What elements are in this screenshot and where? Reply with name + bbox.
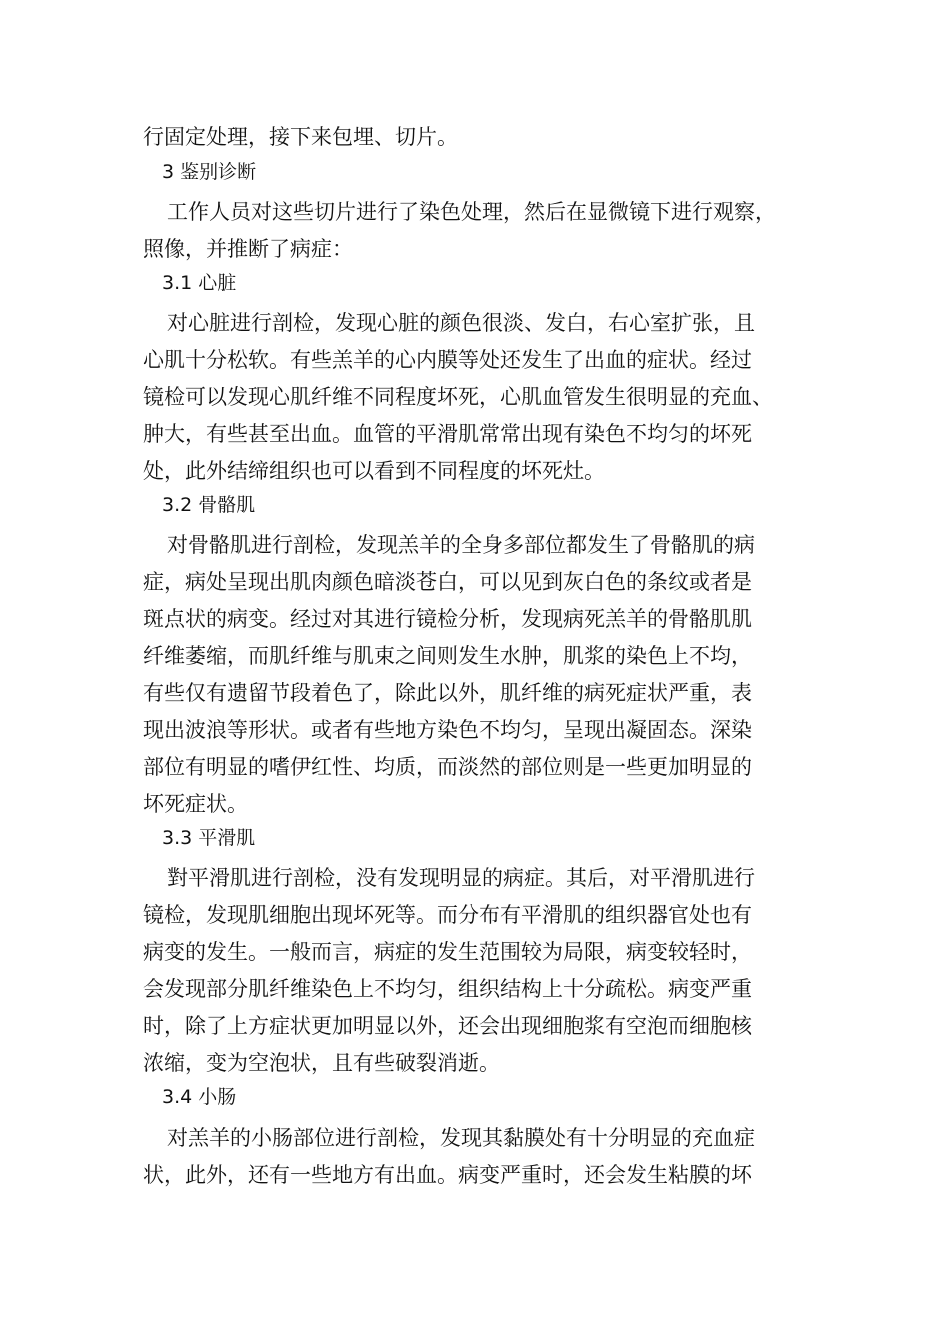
- text-line: 肿大，有些甚至出血。血管的平滑肌常常出现有染色不均匀的坏死: [143, 422, 752, 446]
- text-line: 对心脏进行剖检，发现心脏的颜色很淡、发白，右心室扩张，且: [167, 311, 755, 335]
- section-3-2-heading: 3.2 骨骼肌: [162, 494, 256, 516]
- text-line: 斑点状的病变。经过对其进行镜检分析，发现病死羔羊的骨骼肌肌: [143, 607, 752, 631]
- text-line: 镜检可以发现心肌纤维不同程度坏死，心肌血管发生很明显的充血、: [143, 385, 773, 409]
- section-3-1-heading: 3.1 心脏: [162, 272, 237, 294]
- section-3-3-paragraph: [143, 860, 823, 1082]
- section-3-4-heading: 3.4 小肠: [162, 1086, 237, 1108]
- text-line: 会发现部分肌纤维染色上不均匀，组织结构上十分疏松。病变严重: [143, 977, 752, 1001]
- section-3-paragraph: [143, 194, 823, 268]
- section-3-heading: 3 鉴别诊断: [162, 161, 257, 183]
- text-line: 行固定处理，接下来包埋、切片。: [143, 125, 458, 149]
- text-line: 照像，并推断了病症：: [143, 237, 353, 261]
- section-3-1-paragraph: [143, 305, 823, 490]
- section-3-2-paragraph: [143, 527, 823, 823]
- text-line: 镜检，发现肌细胞出现坏死等。而分布有平滑肌的组织器官处也有: [143, 903, 752, 927]
- text-line: 心肌十分松软。有些羔羊的心内膜等处还发生了出血的症状。经过: [143, 348, 752, 372]
- section-3-4-paragraph: [143, 1120, 823, 1194]
- text-line: 工作人员对这些切片进行了染色处理，然后在显微镜下进行观察，: [167, 200, 776, 224]
- text-line: 病变的发生。一般而言，病症的发生范围较为局限，病变较轻时，: [143, 940, 752, 964]
- text-line: 症，病处呈现出肌肉颜色暗淡苍白，可以见到灰白色的条纹或者是: [143, 570, 752, 594]
- text-line: 状，此外，还有一些地方有出血。病变严重时，还会发生粘膜的坏: [143, 1163, 752, 1187]
- section-3-3-heading: 3.3 平滑肌: [162, 827, 256, 849]
- text-line: 现出波浪等形状。或者有些地方染色不均匀，呈现出凝固态。深染: [143, 718, 752, 742]
- text-line: 浓缩，变为空泡状，且有些破裂消逝。: [143, 1051, 500, 1075]
- text-line: 有些仅有遗留节段着色了，除此以外，肌纤维的病死症状严重，表: [143, 681, 752, 705]
- text-line: 纤维萎缩，而肌纤维与肌束之间则发生水肿，肌浆的染色上不均，: [143, 644, 752, 668]
- text-line: 坏死症状。: [143, 792, 248, 816]
- intro-paragraph: [143, 119, 823, 156]
- text-line: 对羔羊的小肠部位进行剖检，发现其黏膜处有十分明显的充血症: [167, 1126, 755, 1150]
- text-line: 时，除了上方症状更加明显以外，还会出现细胞浆有空泡而细胞核: [143, 1014, 752, 1038]
- text-line: 部位有明显的嗜伊红性、均质，而淡然的部位则是一些更加明显的: [143, 755, 752, 779]
- text-line: 对骨骼肌进行剖检，发现羔羊的全身多部位都发生了骨骼肌的病: [167, 533, 755, 557]
- text-line: 处，此外结缔组织也可以看到不同程度的坏死灶。: [143, 459, 605, 483]
- text-line: 對平滑肌进行剖检，没有发现明显的病症。其后，对平滑肌进行: [167, 866, 755, 890]
